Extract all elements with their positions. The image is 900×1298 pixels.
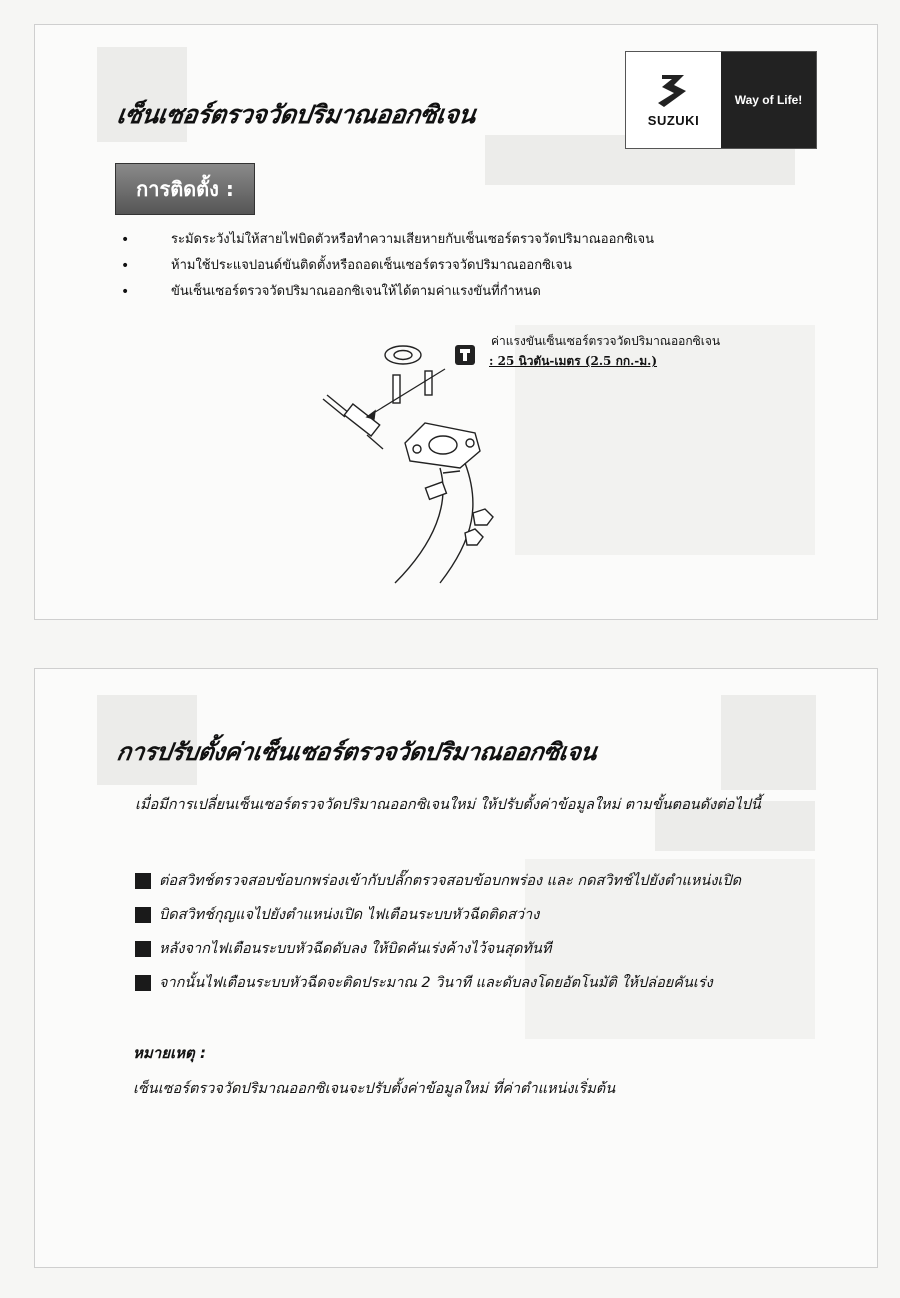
torque-value: : 25 นิวตัน-เมตร (2.5 กก.-ม.) — [489, 354, 658, 368]
brand-logo — [625, 51, 817, 149]
brand-slogan: Way of Life! — [721, 52, 816, 148]
slide-installation — [34, 24, 878, 620]
list-item: บิดสวิทช์กุญแจไปยังตำแหน่งเปิด ไฟเตือนระบบหัวฉีดติดสว่าง — [135, 903, 741, 937]
list-item: จากนั้นไฟเตือนระบบหัวฉีดจะติดประมาณ 2 วินาที และดับลงโดยอัตโนมัติ ให้ปล่อยคันเร่ง — [135, 971, 741, 1005]
list-item: • ระมัดระวังไม่ให้สายไฟบิดตัวหรือทำความเสียหายกับเซ็นเซอร์ตรวจวัดปริมาณออกซิเจน — [121, 227, 654, 253]
list-item: ต่อสวิทช์ตรวจสอบข้อบกพร่องเข้ากับปลั๊กตรวจสอบข้อบกพร่อง และ กดสวิทช์ไปยังตำแหน่งเปิด — [135, 869, 741, 903]
intro-paragraph: เมื่อมีการเปลี่ยนเซ็นเซอร์ตรวจวัดปริมาณออกซิเจนใหม่ ให้ปรับตั้งค่าข้อมูลใหม่ ตามขั้นตอนดังต่อไปนี้ — [135, 797, 761, 813]
list-item: • ห้ามใช้ประแจปอนด์ขันติดตั้งหรือถอดเซ็นเซอร์ตรวจวัดปริมาณออกซิเจน — [121, 253, 654, 279]
page-title: เซ็นเซอร์ตรวจวัดปริมาณออกซิเจน — [115, 100, 478, 129]
bullet-list — [121, 227, 654, 305]
note-label: หมายเหตุ : — [133, 1044, 206, 1062]
oxygen-sensor-diagram — [275, 333, 565, 603]
ghost-block — [721, 695, 816, 790]
brand-mark — [626, 52, 721, 148]
suzuki-s-icon — [654, 73, 694, 109]
section-label: การติดตั้ง : — [115, 163, 255, 215]
step-list — [135, 869, 741, 1005]
slide-adjustment — [34, 668, 878, 1268]
brand-name: SUZUKI — [647, 112, 700, 128]
note-text: เซ็นเซอร์ตรวจวัดปริมาณออกซิเจนจะปรับตั้งค่าข้อมูลใหม่ ที่ค่าตำแหน่งเริ่มต้น — [133, 1081, 616, 1097]
page-title: การปรับตั้งค่าเซ็นเซอร์ตรวจวัดปริมาณออกซิเจน — [114, 738, 599, 766]
list-item: • ขันเซ็นเซอร์ตรวจวัดปริมาณออกซิเจนให้ได้ตามค่าแรงขันที่กำหนด — [121, 279, 654, 305]
torque-label: ค่าแรงขันเซ็นเซอร์ตรวจวัดปริมาณออกซิเจน — [491, 334, 721, 348]
list-item: หลังจากไฟเตือนระบบหัวฉีดดับลง ให้บิดคันเร่งค้างไว้จนสุดทันที — [135, 937, 741, 971]
